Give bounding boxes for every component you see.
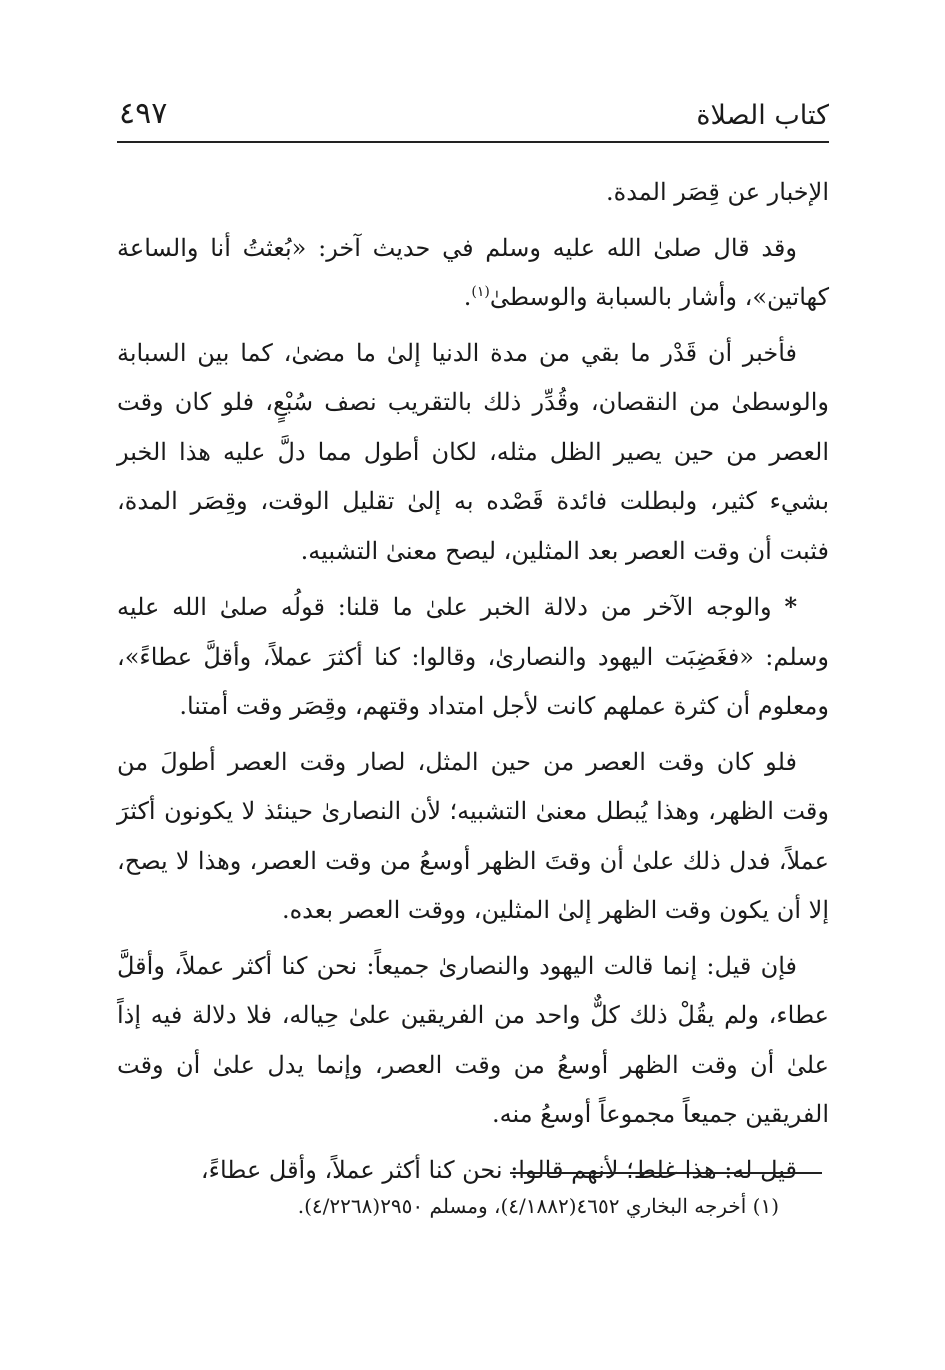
paragraph bbox=[117, 168, 829, 218]
paragraph-text: فإن قيل: إنما قالت اليهود والنصارىٰ جميعاً: نحن كنا أكثر عملاً، وأقلَّ عطاء، ولم يقُلْ ذلك كلٌّ واحد من الفريقين علىٰ حِياله، فلا دلالة فيه إذاً علىٰ أن وقت الظهر أوسعُ من وقت العصر، وإنما يدل علىٰ أن وقت الفريقين جميعاً مجموعاً أوسعُ منه. bbox=[117, 951, 829, 1128]
main-text bbox=[117, 168, 829, 1201]
paragraph-text: فلو كان وقت العصر من حين المثل، لصار وقت العصر أطولَ من وقت الظهر، وهذا يُبطل معنىٰ التشبيه؛ لأن النصارىٰ حينئذ لا يكونون أكثرَ عملاً، فدل ذلك علىٰ أن وقتَ الظهر أوسعُ من وقت العصر، وهذا لا يصح، إلا أن يكون وقت الظهر إلىٰ المثلين، ووقت العصر بعده. bbox=[117, 747, 829, 924]
footnote-rule bbox=[510, 1172, 822, 1174]
paragraph-text: والوجه الآخر من دلالة الخبر علىٰ ما قلنا: قولُه صلىٰ الله عليه وسلم: «فغَضِبَت اليهود والنصارىٰ، وقالوا: كنا أكثرَ عملاً، وأقلَّ عطاءً»، ومعلوم أن كثرة عملهم كانت لأجل امتداد وقتهم، وقِصَر وقت أمتنا. bbox=[117, 593, 830, 720]
paragraph-text: وقد قال صلىٰ الله عليه وسلم في حديث آخر: «بُعثتُ أنا والساعة كهاتين»، وأشار بالسبابة والوسطىٰ bbox=[117, 233, 829, 311]
paragraph bbox=[117, 1146, 829, 1196]
paragraph-tail: . bbox=[463, 283, 472, 311]
paragraph bbox=[117, 738, 829, 936]
running-title: كتاب الصلاة bbox=[696, 100, 829, 131]
paragraph-text: الإخبار عن قِصَر المدة. bbox=[606, 178, 829, 206]
paragraph-text: قيل له: هذا غلط؛ لأنهم قالوا: نحن كنا أكثر عملاً، وأقل عطاءً، bbox=[200, 1155, 797, 1184]
paragraph bbox=[117, 329, 829, 577]
paragraph bbox=[117, 224, 829, 323]
paragraph bbox=[117, 582, 829, 732]
paragraph bbox=[117, 942, 829, 1140]
page-header bbox=[117, 92, 829, 142]
header-rule bbox=[117, 141, 829, 143]
footnote-marker[interactable]: (١) bbox=[471, 284, 490, 300]
page-number: ٤٩٧ bbox=[119, 96, 168, 131]
section-star: * bbox=[784, 592, 797, 621]
paragraph-text: فأخبر أن قَدْر ما بقي من مدة الدنيا إلىٰ ما مضىٰ، كما بين السبابة والوسطىٰ من النقصان، وقُدِّر ذلك بالتقريب نصف سُبْعٍ، فلو كان وقت العصر من حين يصير الظل مثله، لكان أطول مما دلَّ عليه هذا الخبر بشيء كثير، ولبطلت فائدة قَصْده به إلىٰ تقليل الوقت، وقِصَر المدة، فثبت أن وقت العصر بعد المثلين، ليصح معنىٰ التشبيه. bbox=[117, 338, 829, 565]
footnote: (١) أخرجه البخاري ٤٦٥٢(٤/١٨٨٢)، ومسلم ٢٩٥٠(٤/٢٢٦٨). bbox=[297, 1194, 779, 1218]
